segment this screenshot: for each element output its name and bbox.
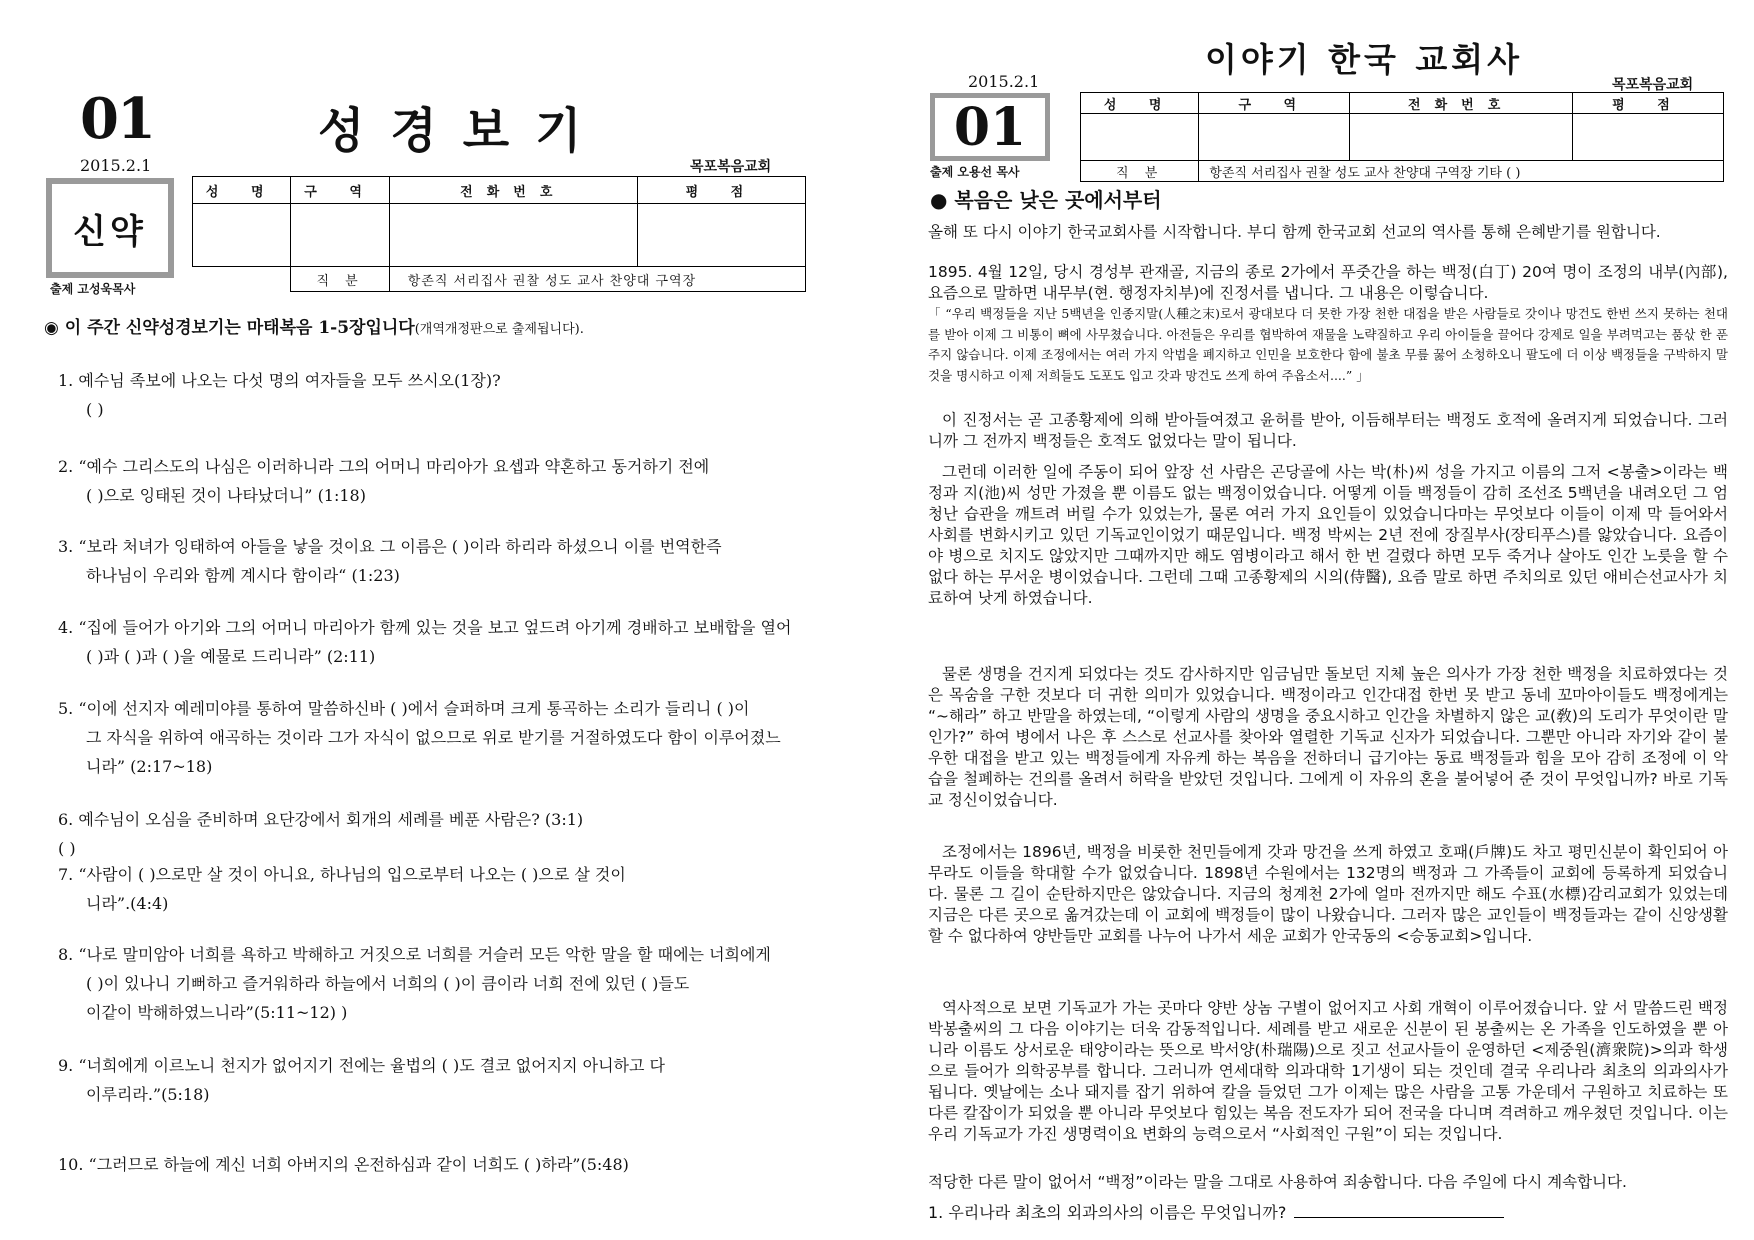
article-paragraph-6: 역사적으로 보면 기독교가 가는 곳마다 양반 상놈 구별이 없어지고 사회 개혁이 이루어졌습니다. 앞 서 말씀드린 백정 박봉출씨의 그 다음 이야기는 더욱 감동적입니다. 세례를 받고 새로운 신분이 된 봉출씨는 온 가족을 인도하였을 뿐 아니라 이름도 상서로운 태양이라는 뜻으로 박서양(朴瑞陽)으로 짓고 선교사들이 운영하던 <제중원(濟衆院)>의과 학생으로 들어가 의학공부를 합니다. 그러니까 연세대학 의과대학 1기생이 되는 것인데 결국 우리나라 최초의 의과의사가 됩니다. 옛날에는 소나 돼지를 잡기 위하여 칼을 들었던 그가 이제는 많은 사람을 고통 가운데서 구원하고 치료하는 또 다른 칼잡이가 되었을 뿐 아니라 무엇보다 힘있는 복음 전도자가 되어 전국을 다니며 격려하고 깨우쳤던 것입니다. 이는 우리 기독교가 가진 생명력이요 변화의 능력으로서 “사회적인 구원”이 되는 것입니다. xyxy=(928,999,1728,1143)
question-10 xyxy=(58,1150,848,1179)
left-info-table xyxy=(192,176,806,292)
question-text[interactable]: 3. “보라 처녀가 잉태하여 아들을 낳을 것이요 그 이름은 ( )이라 하리라 하셨으니 이를 번역한즉 xyxy=(58,537,722,556)
question-text: 6. 예수님이 오심을 준비하며 요단강에서 회개의 세례를 베푼 사람은? (3:1) xyxy=(58,810,584,829)
question-text[interactable]: 10. “그러므로 하늘에 계신 너희 아버지의 온전하심과 같이 너희도 ( )하라”(5:48) xyxy=(58,1155,629,1174)
district-header: 구 역 xyxy=(291,177,389,204)
question-text: 2. “예수 그리스도의 나심은 이러하니라 그의 어머니 마리아가 요셉과 약혼하고 동거하기 전에 xyxy=(58,457,710,476)
notice-sub: (개역개정판으로 출제됩니다). xyxy=(414,322,584,337)
right-number-badge: 01 xyxy=(930,93,1050,161)
question-text: 8. “나로 말미암아 너희를 욕하고 박해하고 거짓으로 너희를 거슬러 모든 악한 말을 할 때에는 너희에게 xyxy=(58,945,771,964)
question-3 xyxy=(58,532,848,590)
district-field[interactable] xyxy=(291,204,389,267)
district-header: 구 역 xyxy=(1199,93,1350,114)
phone-header: 전화번호 xyxy=(1350,93,1573,114)
question-5 xyxy=(58,694,848,781)
left-church-name: 목포복음교회 xyxy=(690,159,772,175)
question-text[interactable]: 5. “이에 선지자 예레미야를 통하여 말씀하신바 ( )에서 슬퍼하며 크게 통곡하는 소리가 들리니 ( )이 xyxy=(58,699,750,718)
question-text-cont[interactable]: ( )과 ( )과 ( )을 예물로 드리니라” (2:11) xyxy=(86,647,376,666)
question-9 xyxy=(58,1051,848,1109)
answer-line[interactable] xyxy=(1294,1217,1504,1218)
new-testament-badge: 신약 xyxy=(46,178,174,278)
question-2 xyxy=(58,452,848,510)
phone-field[interactable] xyxy=(389,204,637,267)
article-paragraph-5: 조정에서는 1896년, 백정을 비롯한 천민들에게 갓과 망건을 쓰게 하였고 호패(戶牌)도 차고 평민신분이 확인되어 아무라도 이들을 학대할 수가 없었습니다. 1898년 수원에서는 132명의 백정과 그 가족들이 교회에 등록하게 되었습니다. 물론 그 길이 순탄하지만은 않았습니다. 지금의 청계천 2가에 얼마 전까지만 해도 수표(水標)감리교회가 있었는데 지금은 다른 곳으로 옮겨갔는데 이 교회에 백정들이 많이 나왔습니다. 그러자 많은 교인들이 백정들과는 같이 신앙생활 할 수 없다하여 양반들만 교회를 나누어 나가서 세운 교회가 안국동의 <승동교회>입니다. xyxy=(928,843,1728,945)
question-text-cont: 이루리라.”(5:18) xyxy=(86,1085,210,1104)
question-text: 1. 예수님 족보에 나오는 다섯 명의 여자들을 모두 쓰시오(1장)? xyxy=(58,371,501,390)
right-page-title: 이야기 한국 교회사 xyxy=(1205,40,1524,79)
right-info-table xyxy=(1080,92,1724,182)
article-paragraph-2: 이 진정서는 곧 고종황제에 의해 받아들여졌고 윤허를 받아, 이듬해부터는 백정도 호적에 올려지게 되었습니다. 그러니까 그 전까지 백정들은 호적도 없었다는 말이 됩니다. xyxy=(928,411,1728,450)
district-field[interactable] xyxy=(1199,114,1350,161)
score-field[interactable] xyxy=(1573,114,1724,161)
article-paragraph-4: 물론 생명을 건지게 되었다는 것도 감사하지만 임금님만 돌보던 지체 높은 의사가 가장 천한 백정을 치료하였다는 것은 목숨을 구한 것보다 더 귀한 의미가 있었습니다. 백정이라고 인간대접 한번 못 받고 동네 꼬마아이들도 백정에게는 “~해라” 하고 반말을 하였는데, “이렇게 사람의 생명을 중요시하고 인간을 차별하지 않은 교(敎)의 도리가 무엇이란 말인가?” 하여 병에서 나은 후 스스로 선교사를 찾아와 열렬한 기독교 신자가 되었습니다. 그뿐만 아니라 자기와 같이 불우한 대접을 받고 있는 백정들에게 자유케 하는 복음을 전하더니 급기야는 동료 백정들과 힘을 모아 감히 조정에 이 악습을 철폐하는 건의를 올려서 허락을 받았던 것입니다. 그에게 이 자유의 혼을 불어넣어 준 것이 무엇입니까? 바로 기독교 정신이었습니다. xyxy=(928,665,1728,809)
question-text-cont: 니라”.(4:4) xyxy=(86,894,169,913)
article-closing: 적당한 다른 말이 없어서 “백정”이라는 말을 그대로 사용하여 죄송합니다. 다음 주일에 다시 계속합니다. xyxy=(928,1173,1627,1191)
article-heading: ● 복음은 낮은 곳에서부터 xyxy=(930,188,1162,212)
question-text-cont: 하나님이 우리와 함께 계시다 함이라“ (1:23) xyxy=(86,566,400,585)
left-page-number: 01 xyxy=(80,86,154,152)
right-author: 출제 오용선 목사 xyxy=(930,165,1020,179)
question-text-cont[interactable]: ( )으로 잉태된 것이 나타났더니” (1:18) xyxy=(86,486,366,505)
score-header: 평 점 xyxy=(1573,93,1724,114)
right-date: 2015.2.1 xyxy=(968,72,1040,91)
answer-blank[interactable]: ( ) xyxy=(58,839,76,858)
left-date: 2015.2.1 xyxy=(80,156,152,175)
weekly-notice xyxy=(44,313,584,338)
article-paragraph-3: 그런데 이러한 일에 주동이 되어 앞장 선 사람은 곤당골에 사는 박(朴)씨 성을 가지고 이름의 그저 <봉출>이라는 백정과 지(池)씨 성만 가졌을 뿐 이름도 없는 백정이었습니다. 어떻게 이들 백정들이 감히 조선조 5백년을 내려오던 그 엄청난 습관을 깨트려 버릴 수가 있었는가, 물론 여러 가지 요인들이 있었습니다마는 무엇보다 이들이 이제 막 들어와서 사회를 변화시키고 있던 기독교인이었기 때문입니다. 백정 박씨는 2년 전에 장질부사(장티푸스)를 앓았습니다. 요즘이야 병으로 치지도 않았지만 그때까지만 해도 염병이라고 해서 한 번 걸렸다 하면 모두 죽거나 살아도 인간 노릇을 할 수 없다 하는 무서운 병이었습니다. 그런데 그때 고종황제의 시의(侍醫), 요즘 말로 하면 주치의로 있던 애비슨선교사가 치료하여 낫게 하였습니다. xyxy=(928,463,1728,607)
article-paragraph-1: 1895. 4월 12일, 당시 경성부 관재골, 지금의 종로 2가에서 푸줏간을 하는 백정(白丁) 20여 명이 조정의 내부(內部), 요즘으로 말하면 내무부(현. 행정자치부)에 진정서를 냅니다. 그 내용은 이렇습니다. xyxy=(928,263,1728,302)
question-text: 1. 우리나라 최초의 외과의사의 이름은 무엇입니까? xyxy=(928,1203,1287,1222)
petition-quote: 「 “우리 백정들을 지난 5백년을 인종지말(人種之末)로서 광대보다 더 못한 가장 천한 대접을 받은 사람들로 갓이나 망건도 한번 쓰지 못하는 천대를 받아 이제 그 비통이 뼈에 사무쳤습니다. 아전들은 우리를 협박하여 재물을 노략질하고 우리 아이들을 끌어다 강제로 일을 부려먹고는 품삯 한 푼 주지 않습니다. 이제 조정에서는 여러 가지 악법을 폐지하고 인민을 보호한다 함에 불초 무릎 꿇어 소청하오니 팔도에 더 이상 백정들을 구박하지 말 것을 명시하고 이제 저희들도 도포도 입고 갓과 망건도 쓰게 하여 주옵소서....” 」 xyxy=(928,306,1728,383)
score-header: 평 점 xyxy=(637,177,805,204)
right-church-name: 목포복음교회 xyxy=(1612,77,1694,93)
left-page-title: 성경보기 xyxy=(318,103,608,159)
role-options[interactable]: 항존직 서리집사 권찰 성도 교사 찬양대 구역장 xyxy=(389,267,805,292)
question-text-cont: 니라” (2:17~18) xyxy=(86,757,213,776)
question-text[interactable]: 9. “너희에게 이르노니 천지가 없어지기 전에는 율법의 ( )도 결코 없어지지 아니하고 다 xyxy=(58,1056,666,1075)
question-1 xyxy=(58,366,848,424)
phone-header: 전화번호 xyxy=(389,177,637,204)
answer-blank[interactable]: ( ) xyxy=(86,400,104,419)
question-6 xyxy=(58,805,848,863)
question-8 xyxy=(58,940,848,1027)
name-field[interactable] xyxy=(193,204,291,267)
name-header: 성 명 xyxy=(1081,93,1199,114)
right-question-1 xyxy=(928,1200,1504,1223)
notice-text: ◉ 이 주간 신약성경보기는 마태복음 1-5장입니다 xyxy=(44,318,415,338)
question-4 xyxy=(58,613,848,671)
role-label: 직 분 xyxy=(291,267,389,292)
left-author: 출제 고성욱목사 xyxy=(50,282,136,296)
question-text[interactable]: 7. “사람이 ( )으로만 살 것이 아니요, 하나님의 입으로부터 나오는 ( )으로 살 것이 xyxy=(58,865,626,884)
name-header: 성 명 xyxy=(193,177,291,204)
name-field[interactable] xyxy=(1081,114,1199,161)
role-options[interactable]: 항존직 서리집사 권찰 성도 교사 찬양대 구역장 기타 ( ) xyxy=(1199,161,1724,182)
question-text-cont: 이같이 박해하였느니라”(5:11~12) ) xyxy=(86,1003,348,1022)
article-intro: 올해 또 다시 이야기 한국교회사를 시작합니다. 부디 함께 한국교회 선교의 역사를 통해 은혜받기를 원합니다. xyxy=(928,223,1661,241)
question-text-cont: 그 자식을 위하여 애곡하는 것이라 그가 자식이 없으므로 위로 받기를 거절하였도다 함이 이루어졌느 xyxy=(86,728,781,747)
question-text-cont[interactable]: ( )이 있나니 기뻐하고 즐거워하라 하늘에서 너희의 ( )이 큼이라 너희 전에 있던 ( )들도 xyxy=(86,974,690,993)
score-field[interactable] xyxy=(637,204,805,267)
role-label: 직 분 xyxy=(1081,161,1199,182)
question-7 xyxy=(58,860,848,918)
phone-field[interactable] xyxy=(1350,114,1573,161)
question-text: 4. “집에 들어가 아기와 그의 어머니 마리아가 함께 있는 것을 보고 엎드려 아기께 경배하고 보배합을 열어 xyxy=(58,618,792,637)
